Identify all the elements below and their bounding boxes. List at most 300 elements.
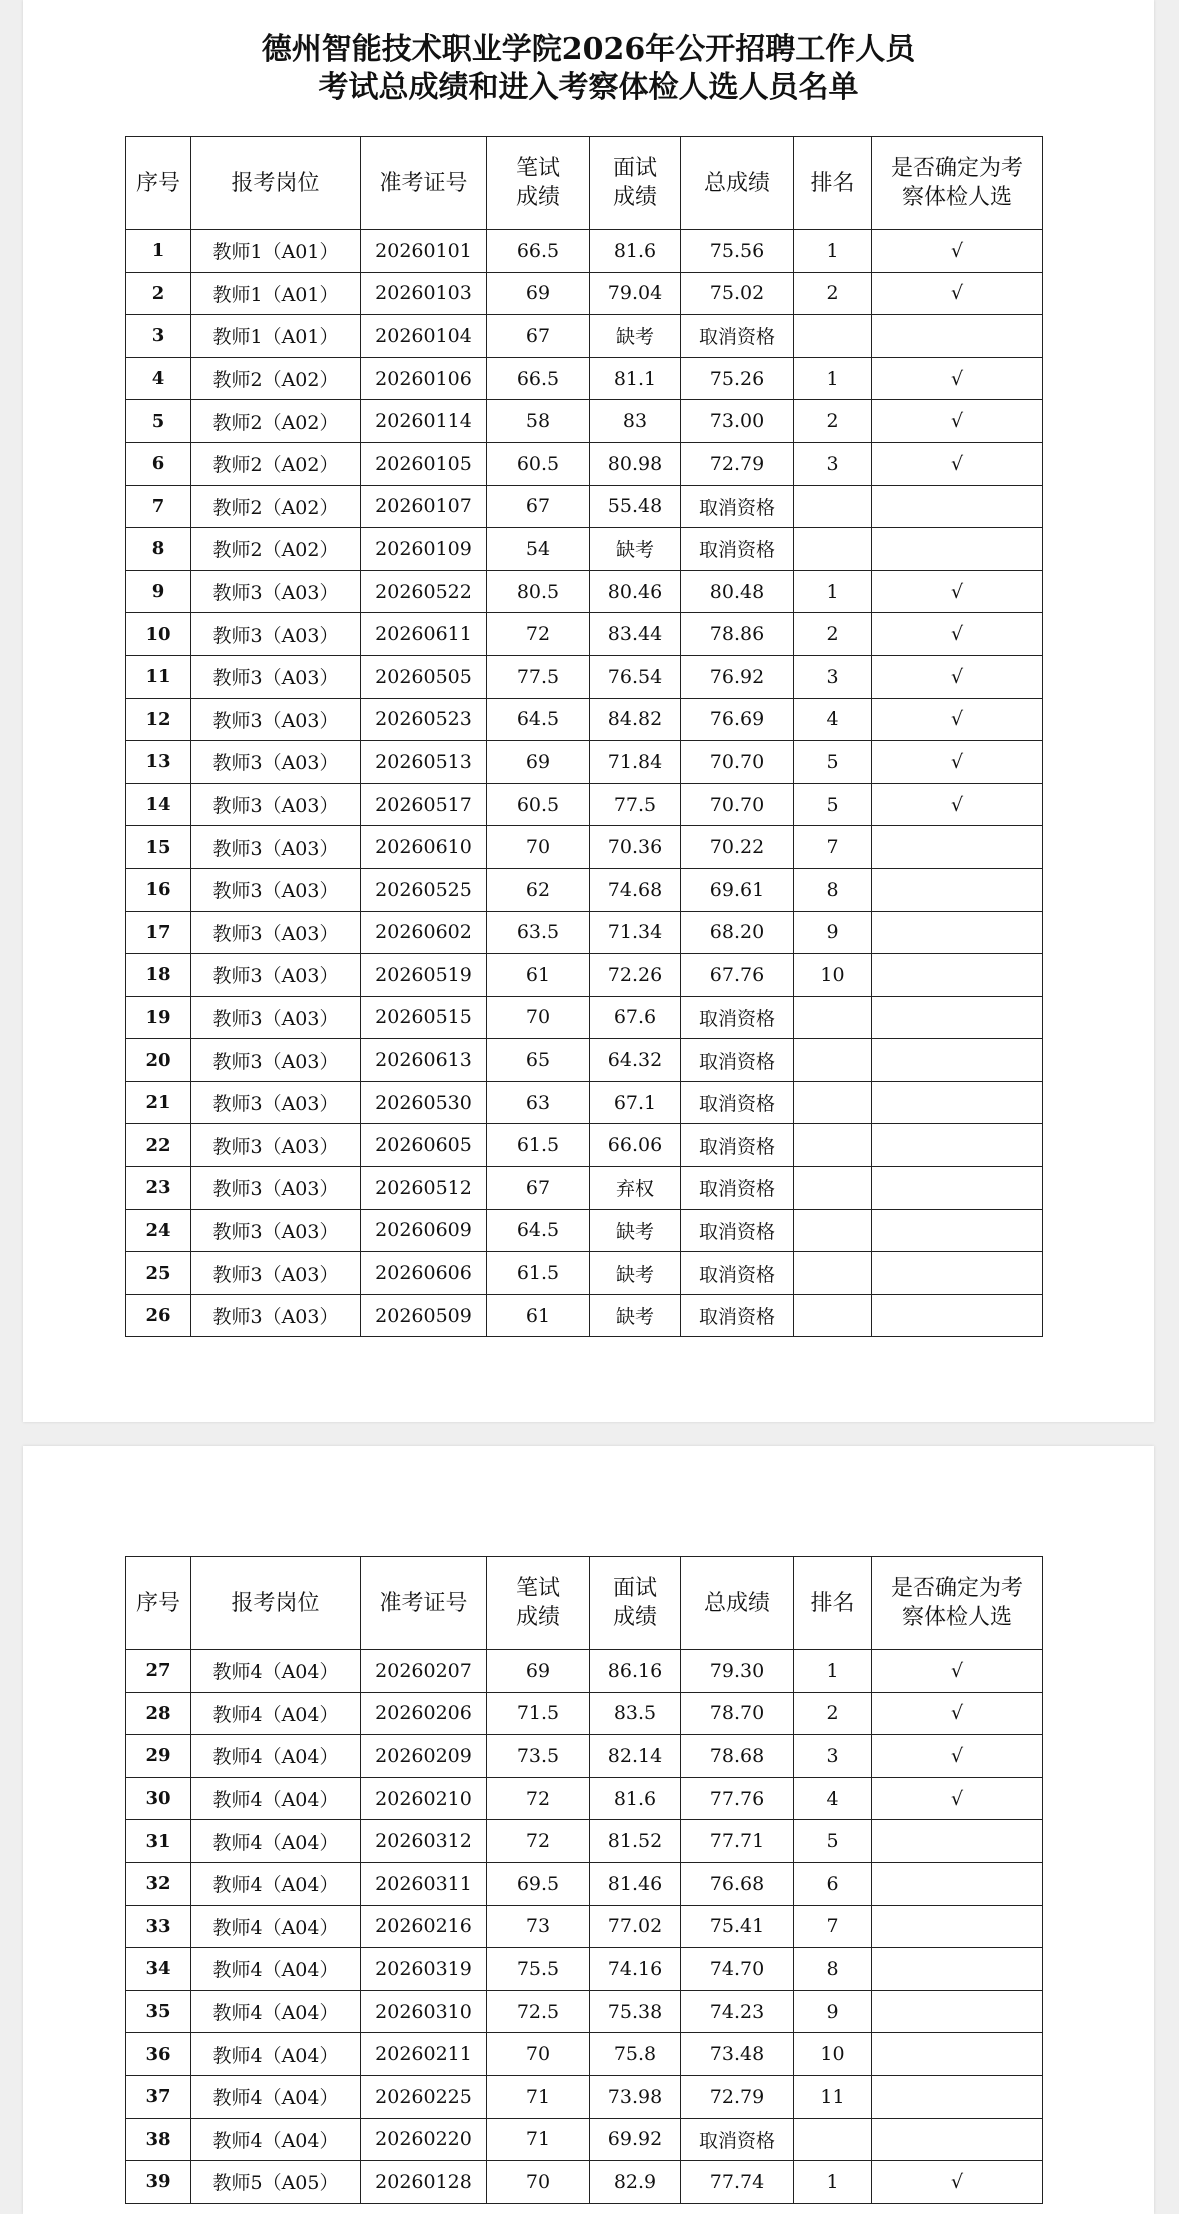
cell-written-score: 62 — [487, 868, 590, 911]
cell-rank — [794, 1167, 872, 1210]
cell-rank: 5 — [794, 741, 872, 784]
cell-selected-mark: √ — [872, 741, 1043, 784]
cell-ticket-number: 20260505 — [361, 655, 487, 698]
cell-seq-number: 14 — [126, 783, 191, 826]
cell-written-score: 54 — [487, 528, 590, 571]
table-row — [126, 230, 1043, 273]
cell-seq-number: 29 — [126, 1735, 191, 1778]
cell-total-score: 75.02 — [681, 272, 794, 315]
cell-position: 教师3（A03） — [191, 698, 361, 741]
cell-interview-score: 84.82 — [590, 698, 681, 741]
cell-rank: 2 — [794, 613, 872, 656]
cell-position: 教师3（A03） — [191, 1039, 361, 1082]
cell-rank: 1 — [794, 2161, 872, 2204]
cell-position: 教师4（A04） — [191, 2075, 361, 2118]
cell-interview-score: 75.8 — [590, 2033, 681, 2076]
cell-seq-number: 1 — [126, 230, 191, 273]
cell-ticket-number: 20260109 — [361, 528, 487, 571]
cell-interview-score: 81.6 — [590, 1777, 681, 1820]
header-written-score: 笔试 成绩 — [487, 1557, 590, 1650]
table-row — [126, 868, 1043, 911]
cell-rank — [794, 2118, 872, 2161]
table-row — [126, 528, 1043, 571]
document-page-2 — [23, 1446, 1154, 2214]
table-row — [126, 442, 1043, 485]
table-row — [126, 996, 1043, 1039]
table-row — [126, 485, 1043, 528]
cell-seq-number: 37 — [126, 2075, 191, 2118]
cell-ticket-number: 20260207 — [361, 1650, 487, 1693]
cell-total-score: 取消资格 — [681, 315, 794, 358]
header-ticket-number: 准考证号 — [361, 137, 487, 230]
cell-rank: 3 — [794, 655, 872, 698]
table-row — [126, 2161, 1043, 2204]
cell-total-score: 70.70 — [681, 741, 794, 784]
cell-seq-number: 20 — [126, 1039, 191, 1082]
cell-selected-mark — [872, 1124, 1043, 1167]
cell-interview-score: 74.16 — [590, 1948, 681, 1991]
cell-position: 教师4（A04） — [191, 1650, 361, 1693]
cell-rank: 9 — [794, 911, 872, 954]
cell-seq-number: 34 — [126, 1948, 191, 1991]
cell-rank — [794, 1039, 872, 1082]
cell-rank — [794, 1081, 872, 1124]
cell-total-score: 取消资格 — [681, 485, 794, 528]
cell-total-score: 78.70 — [681, 1692, 794, 1735]
cell-ticket-number: 20260101 — [361, 230, 487, 273]
cell-rank: 3 — [794, 1735, 872, 1778]
table-row — [126, 2075, 1043, 2118]
header-total-score: 总成绩 — [681, 137, 794, 230]
cell-rank: 2 — [794, 400, 872, 443]
cell-seq-number: 24 — [126, 1209, 191, 1252]
cell-written-score: 69 — [487, 1650, 590, 1693]
cell-interview-score: 缺考 — [590, 1294, 681, 1337]
cell-seq-number: 28 — [126, 1692, 191, 1735]
cell-interview-score: 81.1 — [590, 357, 681, 400]
cell-seq-number: 10 — [126, 613, 191, 656]
cell-interview-score: 77.02 — [590, 1905, 681, 1948]
cell-ticket-number: 20260206 — [361, 1692, 487, 1735]
cell-selected-mark — [872, 528, 1043, 571]
table-row — [126, 1948, 1043, 1991]
cell-selected-mark — [872, 1294, 1043, 1337]
cell-position: 教师3（A03） — [191, 655, 361, 698]
cell-written-score: 58 — [487, 400, 590, 443]
document-page-1 — [23, 0, 1154, 1422]
table-row — [126, 1990, 1043, 2033]
cell-written-score: 70 — [487, 996, 590, 1039]
cell-written-score: 60.5 — [487, 442, 590, 485]
cell-ticket-number: 20260312 — [361, 1820, 487, 1863]
cell-ticket-number: 20260128 — [361, 2161, 487, 2204]
table-row — [126, 357, 1043, 400]
cell-total-score: 取消资格 — [681, 996, 794, 1039]
cell-selected-mark: √ — [872, 442, 1043, 485]
cell-written-score: 63 — [487, 1081, 590, 1124]
cell-ticket-number: 20260522 — [361, 570, 487, 613]
cell-position: 教师4（A04） — [191, 1905, 361, 1948]
header-interview-score: 面试 成绩 — [590, 1557, 681, 1650]
cell-position: 教师2（A02） — [191, 400, 361, 443]
cell-ticket-number: 20260311 — [361, 1862, 487, 1905]
cell-written-score: 70 — [487, 2161, 590, 2204]
cell-position: 教师3（A03） — [191, 741, 361, 784]
cell-written-score: 65 — [487, 1039, 590, 1082]
cell-ticket-number: 20260216 — [361, 1905, 487, 1948]
cell-seq-number: 6 — [126, 442, 191, 485]
cell-position: 教师4（A04） — [191, 1820, 361, 1863]
cell-interview-score: 80.98 — [590, 442, 681, 485]
table-row — [126, 570, 1043, 613]
cell-position: 教师4（A04） — [191, 1862, 361, 1905]
table-row — [126, 1777, 1043, 1820]
cell-selected-mark — [872, 2075, 1043, 2118]
cell-interview-score: 82.14 — [590, 1735, 681, 1778]
cell-total-score: 取消资格 — [681, 2118, 794, 2161]
cell-position: 教师1（A01） — [191, 230, 361, 273]
cell-position: 教师2（A02） — [191, 528, 361, 571]
cell-seq-number: 16 — [126, 868, 191, 911]
cell-position: 教师4（A04） — [191, 1692, 361, 1735]
cell-rank — [794, 315, 872, 358]
cell-interview-score: 79.04 — [590, 272, 681, 315]
cell-position: 教师3（A03） — [191, 1167, 361, 1210]
cell-ticket-number: 20260512 — [361, 1167, 487, 1210]
table-header-row — [126, 137, 1043, 230]
table-row — [126, 741, 1043, 784]
header-written-score: 笔试 成绩 — [487, 137, 590, 230]
cell-rank — [794, 1294, 872, 1337]
table-row — [126, 954, 1043, 997]
cell-written-score: 66.5 — [487, 230, 590, 273]
cell-selected-mark — [872, 1081, 1043, 1124]
cell-interview-score: 缺考 — [590, 315, 681, 358]
cell-ticket-number: 20260509 — [361, 1294, 487, 1337]
table-row — [126, 655, 1043, 698]
cell-selected-mark — [872, 1862, 1043, 1905]
cell-rank: 4 — [794, 698, 872, 741]
cell-ticket-number: 20260225 — [361, 2075, 487, 2118]
cell-position: 教师1（A01） — [191, 315, 361, 358]
header-selected-mark: 是否确定为考 察体检人选 — [872, 137, 1043, 230]
cell-selected-mark: √ — [872, 1777, 1043, 1820]
cell-rank: 10 — [794, 954, 872, 997]
cell-total-score: 67.76 — [681, 954, 794, 997]
cell-written-score: 67 — [487, 1167, 590, 1210]
table-row — [126, 1692, 1043, 1735]
cell-position: 教师2（A02） — [191, 442, 361, 485]
cell-seq-number: 2 — [126, 272, 191, 315]
cell-rank — [794, 1252, 872, 1295]
cell-position: 教师3（A03） — [191, 868, 361, 911]
cell-total-score: 76.92 — [681, 655, 794, 698]
table-row — [126, 2033, 1043, 2076]
table-row — [126, 826, 1043, 869]
cell-written-score: 70 — [487, 2033, 590, 2076]
cell-ticket-number: 20260605 — [361, 1124, 487, 1167]
cell-ticket-number: 20260114 — [361, 400, 487, 443]
cell-total-score: 75.26 — [681, 357, 794, 400]
cell-ticket-number: 20260610 — [361, 826, 487, 869]
cell-ticket-number: 20260525 — [361, 868, 487, 911]
header-selected-mark: 是否确定为考 察体检人选 — [872, 1557, 1043, 1650]
table-row — [126, 1905, 1043, 1948]
cell-ticket-number: 20260220 — [361, 2118, 487, 2161]
cell-written-score: 69 — [487, 272, 590, 315]
cell-seq-number: 19 — [126, 996, 191, 1039]
cell-interview-score: 弃权 — [590, 1167, 681, 1210]
cell-seq-number: 4 — [126, 357, 191, 400]
cell-seq-number: 22 — [126, 1124, 191, 1167]
cell-selected-mark — [872, 1209, 1043, 1252]
cell-interview-score: 64.32 — [590, 1039, 681, 1082]
table-row — [126, 1252, 1043, 1295]
cell-seq-number: 27 — [126, 1650, 191, 1693]
cell-interview-score: 67.6 — [590, 996, 681, 1039]
cell-total-score: 78.68 — [681, 1735, 794, 1778]
cell-interview-score: 81.52 — [590, 1820, 681, 1863]
table-row — [126, 400, 1043, 443]
cell-written-score: 67 — [487, 485, 590, 528]
cell-total-score: 75.41 — [681, 1905, 794, 1948]
cell-selected-mark — [872, 1167, 1043, 1210]
cell-position: 教师3（A03） — [191, 1124, 361, 1167]
cell-selected-mark — [872, 1039, 1043, 1082]
cell-written-score: 61.5 — [487, 1252, 590, 1295]
cell-position: 教师1（A01） — [191, 272, 361, 315]
cell-selected-mark — [872, 996, 1043, 1039]
cell-position: 教师3（A03） — [191, 1252, 361, 1295]
cell-written-score: 75.5 — [487, 1948, 590, 1991]
header-interview-score: 面试 成绩 — [590, 137, 681, 230]
cell-selected-mark — [872, 1252, 1043, 1295]
cell-position: 教师5（A05） — [191, 2161, 361, 2204]
cell-seq-number: 9 — [126, 570, 191, 613]
cell-ticket-number: 20260107 — [361, 485, 487, 528]
cell-ticket-number: 20260209 — [361, 1735, 487, 1778]
cell-interview-score: 83.44 — [590, 613, 681, 656]
cell-written-score: 71.5 — [487, 1692, 590, 1735]
cell-position: 教师4（A04） — [191, 1777, 361, 1820]
results-table-page-2 — [125, 1556, 1043, 2204]
cell-seq-number: 7 — [126, 485, 191, 528]
cell-total-score: 73.48 — [681, 2033, 794, 2076]
cell-position: 教师4（A04） — [191, 1735, 361, 1778]
cell-interview-score: 缺考 — [590, 528, 681, 571]
cell-seq-number: 13 — [126, 741, 191, 784]
cell-total-score: 77.74 — [681, 2161, 794, 2204]
cell-selected-mark: √ — [872, 357, 1043, 400]
cell-ticket-number: 20260211 — [361, 2033, 487, 2076]
cell-total-score: 77.76 — [681, 1777, 794, 1820]
cell-total-score: 取消资格 — [681, 528, 794, 571]
cell-rank: 6 — [794, 1862, 872, 1905]
cell-ticket-number: 20260103 — [361, 272, 487, 315]
cell-rank — [794, 1209, 872, 1252]
cell-total-score: 74.23 — [681, 1990, 794, 2033]
cell-written-score: 69.5 — [487, 1862, 590, 1905]
header-rank: 排名 — [794, 1557, 872, 1650]
cell-position: 教师3（A03） — [191, 1209, 361, 1252]
cell-position: 教师3（A03） — [191, 996, 361, 1039]
cell-interview-score: 86.16 — [590, 1650, 681, 1693]
cell-total-score: 78.86 — [681, 613, 794, 656]
cell-rank: 7 — [794, 826, 872, 869]
table-row — [126, 1039, 1043, 1082]
cell-seq-number: 11 — [126, 655, 191, 698]
results-table-page-1 — [125, 136, 1043, 1337]
cell-selected-mark: √ — [872, 272, 1043, 315]
cell-ticket-number: 20260606 — [361, 1252, 487, 1295]
cell-seq-number: 39 — [126, 2161, 191, 2204]
cell-total-score: 68.20 — [681, 911, 794, 954]
cell-total-score: 77.71 — [681, 1820, 794, 1863]
cell-seq-number: 30 — [126, 1777, 191, 1820]
cell-written-score: 61.5 — [487, 1124, 590, 1167]
cell-position: 教师4（A04） — [191, 2118, 361, 2161]
cell-position: 教师3（A03） — [191, 613, 361, 656]
cell-total-score: 70.22 — [681, 826, 794, 869]
table-row — [126, 698, 1043, 741]
cell-rank — [794, 996, 872, 1039]
cell-seq-number: 31 — [126, 1820, 191, 1863]
cell-selected-mark: √ — [872, 783, 1043, 826]
cell-selected-mark — [872, 868, 1043, 911]
cell-interview-score: 69.92 — [590, 2118, 681, 2161]
cell-written-score: 69 — [487, 741, 590, 784]
cell-seq-number: 5 — [126, 400, 191, 443]
cell-rank: 1 — [794, 570, 872, 613]
cell-position: 教师3（A03） — [191, 826, 361, 869]
cell-interview-score: 74.68 — [590, 868, 681, 911]
cell-interview-score: 66.06 — [590, 1124, 681, 1167]
cell-position: 教师2（A02） — [191, 357, 361, 400]
cell-interview-score: 81.6 — [590, 230, 681, 273]
cell-total-score: 69.61 — [681, 868, 794, 911]
cell-rank: 1 — [794, 357, 872, 400]
cell-rank — [794, 1124, 872, 1167]
cell-rank — [794, 485, 872, 528]
cell-selected-mark: √ — [872, 698, 1043, 741]
cell-selected-mark: √ — [872, 2161, 1043, 2204]
cell-rank: 1 — [794, 230, 872, 273]
cell-total-score: 取消资格 — [681, 1294, 794, 1337]
cell-selected-mark: √ — [872, 1735, 1043, 1778]
header-ticket-number: 准考证号 — [361, 1557, 487, 1650]
cell-written-score: 72.5 — [487, 1990, 590, 2033]
cell-selected-mark — [872, 826, 1043, 869]
cell-seq-number: 26 — [126, 1294, 191, 1337]
cell-written-score: 61 — [487, 954, 590, 997]
cell-rank: 1 — [794, 1650, 872, 1693]
cell-interview-score: 83 — [590, 400, 681, 443]
cell-written-score: 63.5 — [487, 911, 590, 954]
cell-total-score: 79.30 — [681, 1650, 794, 1693]
table-row — [126, 1167, 1043, 1210]
cell-interview-score: 缺考 — [590, 1209, 681, 1252]
cell-rank: 10 — [794, 2033, 872, 2076]
cell-selected-mark — [872, 315, 1043, 358]
cell-total-score: 76.68 — [681, 1862, 794, 1905]
cell-ticket-number: 20260104 — [361, 315, 487, 358]
table-header-row — [126, 1557, 1043, 1650]
cell-interview-score: 73.98 — [590, 2075, 681, 2118]
cell-written-score: 71 — [487, 2118, 590, 2161]
cell-seq-number: 33 — [126, 1905, 191, 1948]
cell-selected-mark — [872, 1820, 1043, 1863]
cell-interview-score: 55.48 — [590, 485, 681, 528]
cell-written-score: 71 — [487, 2075, 590, 2118]
cell-selected-mark — [872, 1905, 1043, 1948]
cell-selected-mark: √ — [872, 1650, 1043, 1693]
cell-seq-number: 8 — [126, 528, 191, 571]
cell-position: 教师4（A04） — [191, 2033, 361, 2076]
cell-ticket-number: 20260319 — [361, 1948, 487, 1991]
cell-written-score: 80.5 — [487, 570, 590, 613]
cell-total-score: 取消资格 — [681, 1039, 794, 1082]
cell-written-score: 61 — [487, 1294, 590, 1337]
cell-written-score: 77.5 — [487, 655, 590, 698]
cell-interview-score: 81.46 — [590, 1862, 681, 1905]
cell-selected-mark: √ — [872, 1692, 1043, 1735]
table-row — [126, 1081, 1043, 1124]
cell-seq-number: 23 — [126, 1167, 191, 1210]
cell-written-score: 64.5 — [487, 1209, 590, 1252]
cell-interview-score: 82.9 — [590, 2161, 681, 2204]
table-row — [126, 1294, 1043, 1337]
cell-ticket-number: 20260310 — [361, 1990, 487, 2033]
cell-interview-score: 76.54 — [590, 655, 681, 698]
cell-interview-score: 72.26 — [590, 954, 681, 997]
cell-seq-number: 36 — [126, 2033, 191, 2076]
cell-seq-number: 38 — [126, 2118, 191, 2161]
cell-written-score: 72 — [487, 1820, 590, 1863]
cell-total-score: 76.69 — [681, 698, 794, 741]
cell-ticket-number: 20260530 — [361, 1081, 487, 1124]
cell-ticket-number: 20260602 — [361, 911, 487, 954]
cell-rank: 4 — [794, 1777, 872, 1820]
cell-ticket-number: 20260105 — [361, 442, 487, 485]
header-position: 报考岗位 — [191, 137, 361, 230]
cell-position: 教师3（A03） — [191, 1081, 361, 1124]
table-row — [126, 783, 1043, 826]
document-title-line-1: 德州智能技术职业学院2026年公开招聘工作人员 — [261, 32, 916, 67]
cell-position: 教师2（A02） — [191, 485, 361, 528]
cell-position: 教师3（A03） — [191, 570, 361, 613]
cell-seq-number: 35 — [126, 1990, 191, 2033]
cell-selected-mark — [872, 1990, 1043, 2033]
table-row — [126, 911, 1043, 954]
cell-written-score: 72 — [487, 1777, 590, 1820]
cell-selected-mark: √ — [872, 613, 1043, 656]
cell-position: 教师3（A03） — [191, 911, 361, 954]
cell-written-score: 72 — [487, 613, 590, 656]
table-row — [126, 315, 1043, 358]
cell-total-score: 72.79 — [681, 2075, 794, 2118]
table-row — [126, 272, 1043, 315]
cell-written-score: 67 — [487, 315, 590, 358]
cell-rank — [794, 528, 872, 571]
cell-total-score: 取消资格 — [681, 1081, 794, 1124]
cell-selected-mark — [872, 954, 1043, 997]
table-row — [126, 613, 1043, 656]
cell-rank: 8 — [794, 1948, 872, 1991]
header-rank: 排名 — [794, 137, 872, 230]
cell-interview-score: 71.34 — [590, 911, 681, 954]
cell-position: 教师3（A03） — [191, 783, 361, 826]
cell-rank: 8 — [794, 868, 872, 911]
